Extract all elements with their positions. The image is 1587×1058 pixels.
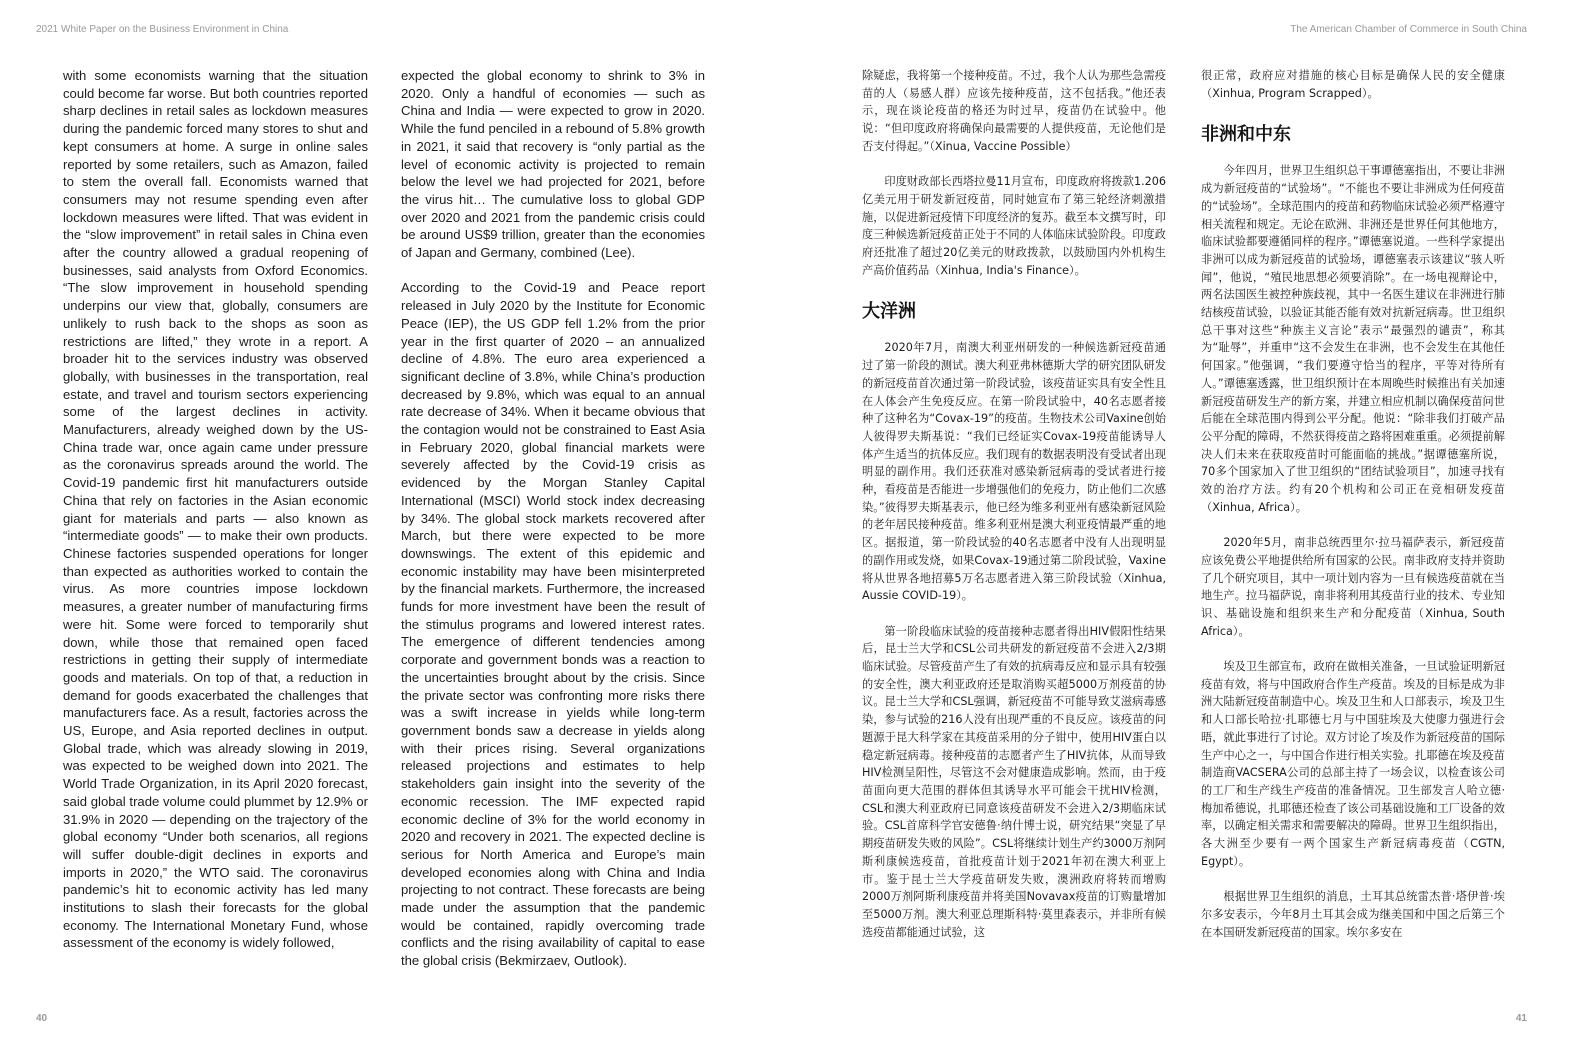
paragraph: According to the Covid-19 and Peace report released in July 2020 by the Institute for Economic Peace (IEP), the US GDP fell 1.2% from the prior year in the first quarter of 2020 – an annualized decline of 4.8%. The euro area experienced a significant decline of 3.8%, while China’s production decreased by 9.8%, which was equal to an annual rate decrease of 34%. When it became obvious that the contagion would not be constrained to East Asia in February 2020, global financial markets were severely affected by the Covid-19 crisis as evidenced by the Morgan Stanley Capital International (MSCI) World stock index decreasing by 34%. The global stock markets recovered after March, but there were expected to be more downswings. The extent of this epidemic and economic instability may have been misinterpreted by the financial markets. Furthermore, the increased funds for more investment have been the result of the stimulus programs and lowered interest rates. The emergence of different tendencies among corporate and government bonds was a reaction to the uncertainties brought about by the crisis. Since the private sector was confronting more risks there was a swift increase in yields while long-term government bonds saw a decrease in yields along with their prices rising. Several organizations released projections and estimates to help stakeholders gain insight into the severity of the economic recession. The IMF expected rapid economic decline of 3% for the world economy in 2020 and recovery in 2021. The expected decline is serious for North America and Europe’s main developed economies along with China and India projecting to not contract. These forecasts are being made under the assumption that the pandemic would be contained, rapidly overcoming trade conflicts and the rising availability of capital to ease the global crisis (Bekmirzaev, Outlook). — [401, 280, 705, 969]
paragraph: 今年四月，世界卫生组织总干事谭德塞指出，不要让非洲成为新冠疫苗的“试验场”。“不能也不要让非洲成为任何疫苗的“试验场”。全球范围内的疫苗和药物临床试验必须严格遵守相关流程和规定。无论在欧洲、非洲还是世界任何其他地方，临床试验都要遵循同样的程序。”谭德塞说道。一些科学家提出非洲可以成为新冠疫苗的试验场，谭德塞表示该建议“骇人听闻”，他说，“殖民地思想必须要消除”。在一场电视辩论中，两名法国医生被控种族歧视，其中一名医生建议在非洲进行肺结核疫苗试验，以验证其能否能有效对抗新冠病毒。世卫组织总干事对这些“种族主义言论”表示“最强烈的谴责”，称其为“耻辱”，并重申“这不会发生在非洲，也不会发生在其他任何国家。”他强调，“我们要遵守恰当的程序，平等对待所有人。”谭德塞透露，世卫组织预计在本周晚些时候推出有关加速新冠疫苗研发生产的新方案，并建立相应机制以确保疫苗问世后能在全球范围内得到公平分配。他说：“除非我们打破产品公平分配的障碍，不然获得疫苗之路将困难重重。必须提前解决人们未来在获取疫苗时可能面临的挑战。”据谭德塞所说，70多个国家加入了世卫组织的“团结试验项目”，加速寻找有效的治疗方法。约有20个机构和公司正在竞相研发疫苗（Xinhua, Africa）。 — [1201, 164, 1505, 514]
section-heading-africa-middle-east: 非洲和中东 — [1201, 124, 1291, 146]
section-heading-oceania: 大洋洲 — [862, 301, 916, 323]
page-number-left: 40 — [36, 1013, 48, 1024]
column-english-1 — [63, 67, 368, 971]
paragraph: 2020年5月，南非总统西里尔·拉马福萨表示，新冠疫苗应该免费公平地提供给所有国家的公民。南非政府支持并资助了几个研究项目，其中一项计划内容为一旦有候选疫苗就在当地生产。拉马福萨说，南非将利用其疫苗行业的技术、专业知识、基础设施和组织来生产和分配疫苗（Xinhua, South Africa）。 — [1201, 536, 1505, 638]
paragraph: with some economists warning that the situation could become far worse. But both countries reported sharp declines in retail sales as lockdown measures during the pandemic forced many stores to shut and kept consumers at home. A surge in online sales reported by some retailers, such as Amazon, failed to stem the overall fall. Economists warned that consumers may not resume spending even after lockdown measures were lifted. That was evident in the “slow improvement” in retail sales in China even after the country allowed a gradual reopening of businesses, said analysts from Oxford Economics. “The slow improvement in household spending underpins our view that, globally, consumers are unlikely to rush back to the shops as soon as restrictions are lifted,” they wrote in a report. A broader hit to the services industry was observed globally, with businesses in the transportation, real estate, and travel and tourism sectors experiencing some of the largest declines in activity. Manufacturers, already weighed down by the US-China trade war, once again came under pressure as the coronavirus spreads around the world. The Covid-19 pandemic first hit manufacturers outside China that rely on factories in the Asian economic giant for materials and parts — also known as “intermediate goods” — to make their own products. Chinese factories suspended operations for longer than expected as authorities worked to contain the virus. As more countries impose lockdown measures, a greater number of manufacturing firms were hit. Some were forced to temporarily shut down, while those that remained open faced restrictions in getting their supply of intermediate goods and materials. On top of that, a reduction in demand for goods exacerbated the challenges that manufacturers face. As a result, factories across the US, Europe, and Asia reported declines in output. Global trade, which was already slowing in 2019, was expected to be weighed down into 2021. The World Trade Organization, in its April 2020 forecast, said global trade volume could plummet by 12.9% or 31.9% in 2020 — depending on the trajectory of the global economy “Under both scenarios, all regions will suffer double-digit declines in exports and imports in 2020,” the WTO said. The coronavirus pandemic’s hit to economic activity has led many institutions to slash their forecasts for the global economy. The International Monetary Fund, whose assessment of the economy is widely followed, — [63, 68, 368, 951]
paragraph: 埃及卫生部宣布，政府在做相关准备，一旦试验证明新冠疫苗有效，将与中国政府合作生产疫苗。埃及的目标是成为非洲大陆新冠疫苗制造中心。埃及卫生和人口部表示，埃及卫生和人口部长哈拉·扎耶德七月与中国驻埃及大使廖力强进行会晤，就此事进行了讨论。双方讨论了埃及作为新冠疫苗的国际生产中心之一，与中国合作进行相关实验。扎耶德在埃及疫苗制造商VACSERA公司的总部主持了一场会议，以检查该公司的工厂和生产线生产疫苗的准备情况。卫生部发言人哈立德·梅加希德说，扎耶德还检查了该公司基础设施和工厂设备的效率，以确定相关需求和需要解决的障碍。世界卫生组织指出，各大洲至少要有一两个国家生产新冠病毒疫苗（CGTN, Egypt）。 — [1201, 660, 1505, 868]
paragraph: expected the global economy to shrink to 3% in 2020. Only a handful of economies — such as China and India — were expected to grow in 2020. While the fund penciled in a rebound of 5.8% growth in 2021, it said that recovery is “only partial as the level of economic activity is projected to remain below the level we had projected for 2021, before the virus hit… The cumulative loss to global GDP over 2020 and 2021 from the pandemic crisis could be around US$9 trillion, greater than the economies of Japan and Germany, combined (Lee). — [401, 68, 705, 261]
column-chinese-2 — [1201, 67, 1505, 971]
paragraph: 第一阶段临床试验的疫苗接种志愿者得出HIV假阳性结果后，昆士兰大学和CSL公司共研发的新冠疫苗不会进入2/3期临床试验。尽管疫苗产生了有效的抗病毒反应和显示具有较强的安全性，澳大利亚政府还是取消购买超5000万剂疫苗的协议。昆士兰大学和CSL强调，新冠疫苗不可能导致艾滋病毒感染，参与试验的216人没有出现严重的不良反应。该疫苗的问题源于昆大科学家在其疫苗采用的分子钳中，使用HIV蛋白以稳定新冠病毒。接种疫苗的志愿者产生了HIV抗体，从而导致HIV检测呈阳性，尽管这不会对健康造成影响。然而，由于疫苗面向更大范围的群体但其诱导水平可能会干扰HIV检测，CSL和澳大利亚政府已同意该疫苗研发不会进入2/3期临床试验。CSL首席科学官安德鲁·纳什博士说，研究结果“突显了早期疫苗研发失败的风险”。CSL将继续计划生产约3000万剂阿斯利康候选疫苗，首批疫苗计划于2021年初在澳大利亚上市。鉴于昆士兰大学疫苗研发失败，澳洲政府将转而增购2000万剂阿斯利康疫苗并将美国Novavax疫苗的订购量增加至5000万剂。澳大利亚总理斯科特·莫里森表示，并非所有候选疫苗都能通过试验，这 — [862, 624, 1166, 939]
running-head-right: The American Chamber of Commerce in South China — [1290, 24, 1527, 35]
running-head-left: 2021 White Paper on the Business Environment in China — [36, 24, 289, 35]
paragraph: 根据世界卫生组织的消息，土耳其总统雷杰普·塔伊普·埃尔多安表示，今年8月土耳其会成为继美国和中国之后第三个在本国研发新冠疫苗的国家。埃尔多安在 — [1201, 890, 1505, 939]
column-english-2 — [401, 67, 705, 971]
column-chinese-1 — [862, 67, 1166, 971]
paragraph: 2020年7月，南澳大利亚州研发的一种候选新冠疫苗通过了第一阶段的测试。澳大利亚弗林德斯大学的研究团队研发的新冠疫苗首次通过第一阶段试验，该疫苗证实具有安全性且在人体会产生免疫反应。在第一阶段试验中，40名志愿者接种了这种名为“Covax-19”的疫苗。生物技术公司Vaxine创始人彼得罗夫斯基说：“我们已经证实Covax-19疫苗能诱导人体产生适当的抗体反应。我们现有的数据表明没有受试者出现明显的副作用。我们还获准对感染新冠病毒的受试者进行接种，看疫苗是否能进一步增强他们的免疫力，防止他们二次感染。”彼得罗夫斯基表示，他已经为维多利亚州有感染新冠风险的老年居民接种疫苗。维多利亚州是澳大利亚疫情最严重的地区。据报道，第一阶段试验的40名志愿者中没有人出现明显的副作用或发烧，如果Covax-19通过第二阶段试验，Vaxine将从世界各地招募5万名志愿者进入第三阶段试验（Xinhua, Aussie COVID-19）。 — [862, 341, 1166, 603]
paragraph: 很正常，政府应对措施的核心目标是确保人民的安全健康（Xinhua, Program Scrapped）。 — [1201, 69, 1505, 100]
paragraph: 除疑虑，我将第一个接种疫苗。不过，我个人认为那些急需疫苗的人（易感人群）应该先接种疫苗，这不包括我。”他还表示，现在谈论疫苗的格还为时过早，疫苗仍在试验中。他说：“但印度政府将确保向最需要的人提供疫苗，无论他们是否支付得起。”（Xinua, Vaccine Possible） — [862, 69, 1166, 153]
paragraph: 印度财政部长西塔拉曼11月宣布，印度政府将拨款1.206亿美元用于研发新冠疫苗，同时她宣布了第三轮经济刺激措施，以促进新冠疫情下印度经济的复苏。截至本文撰写时，印度三种候选新冠疫苗正处于不同的人体临床试验阶段。印度政府还批准了超过20亿美元的财政拨款，以鼓励国内外机构生产高价值药品（Xinhua, India's Finance）。 — [862, 175, 1166, 277]
page-number-right: 41 — [1515, 1013, 1527, 1024]
